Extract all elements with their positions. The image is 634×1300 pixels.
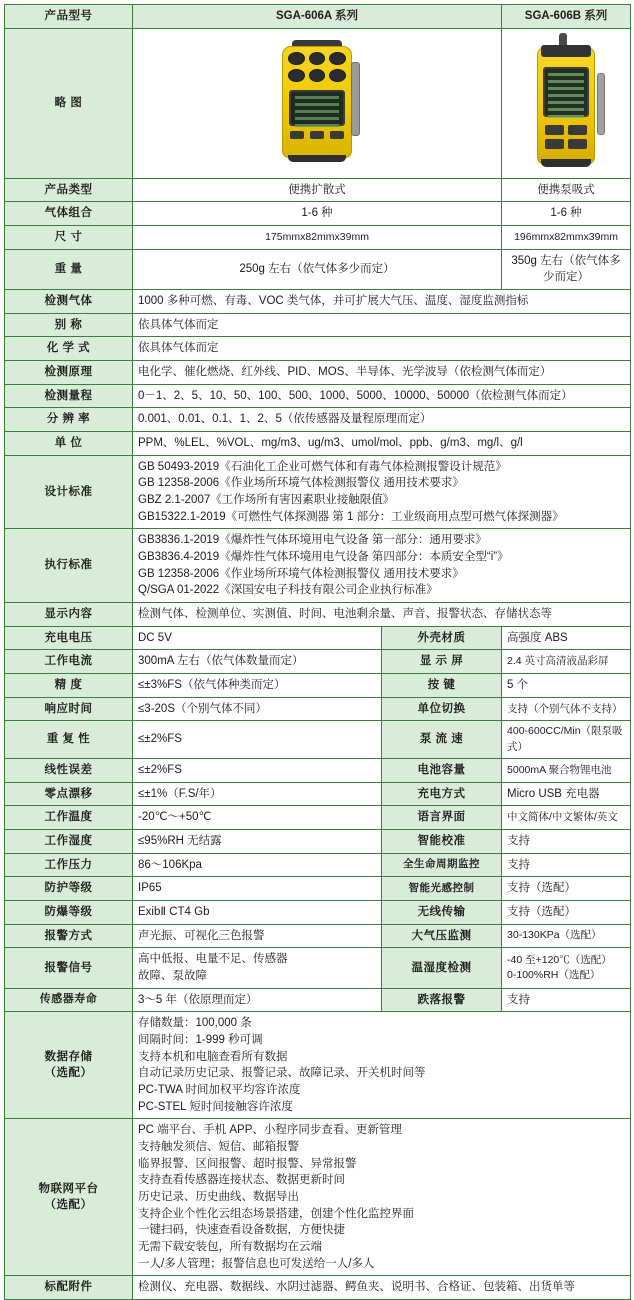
list-item: GBZ 2.1-2007《工作场所有害因素职业接触限值》 bbox=[138, 494, 395, 507]
column-header-series-b: SGA-606B 系列 bbox=[502, 5, 631, 29]
list-item: -40 至+120℃（选配） bbox=[507, 953, 612, 966]
row-value: 声光振、可视化三色报警 bbox=[133, 924, 382, 948]
row-label: 气体组合 bbox=[5, 202, 133, 226]
row-value-secondary: 支持 bbox=[502, 988, 631, 1012]
row-label: 工作湿度 bbox=[5, 829, 133, 853]
list-item: GB 12358-2006《作业场所环境气体检测报警仪 通用技术要求》 bbox=[138, 477, 464, 490]
row-label-secondary: 外壳材质 bbox=[382, 626, 502, 650]
row-label: 报警方式 bbox=[5, 924, 133, 948]
row-label-secondary: 智能光感控制 bbox=[382, 877, 502, 901]
row-label-display-content: 显示内容 bbox=[5, 603, 133, 627]
list-item: GB15322.1-2019《可燃性气体探测器 第 1 部分：工业级商用点型可燃气体探测器》 bbox=[138, 510, 564, 523]
table-row-sketch bbox=[5, 28, 631, 178]
row-value: ≤95%RH 无结露 bbox=[133, 829, 382, 853]
table-row-pair-7 bbox=[5, 806, 631, 830]
list-item: 存储数量：100,000 条 bbox=[138, 1017, 252, 1030]
row-value: 1000 多种可燃、有毒、VOC 类气体，并可扩展大气压、温度、湿度监测指标 bbox=[133, 290, 631, 314]
row-value-secondary: 支持（选配） bbox=[502, 877, 631, 901]
list-item: PC-STEL 短时间接触容许浓度 bbox=[138, 1100, 293, 1113]
alarm-signal-value bbox=[133, 948, 382, 988]
row-label-drop-alarm: 跌落报警 bbox=[382, 988, 502, 1012]
row-label-secondary: 显 示 屏 bbox=[382, 650, 502, 674]
row-label-iot-platform bbox=[5, 1119, 133, 1276]
table-row-pair-1 bbox=[5, 650, 631, 674]
row-value: ≤±2%FS bbox=[133, 758, 382, 782]
row-label-secondary: 电池容量 bbox=[382, 758, 502, 782]
row-label: 工作温度 bbox=[5, 806, 133, 830]
row-value-secondary: 支持（个别气体不支持） bbox=[502, 697, 631, 721]
row-label: 重 复 性 bbox=[5, 721, 133, 758]
list-item: PC 端平台、手机 APP、小程序同步查看、更新管理 bbox=[138, 1124, 402, 1137]
row-value: 检测气体、检测单位、实测值、时间、电池剩余量、声音、报警状态、存储状态等 bbox=[133, 603, 631, 627]
table-row-pair-11 bbox=[5, 900, 631, 924]
table-row-accessories bbox=[5, 1276, 631, 1300]
table-row-pair-10 bbox=[5, 877, 631, 901]
list-item: GB3836.1-2019《爆炸性气体环境用电气设备 第一部分：通用要求》 bbox=[138, 534, 487, 547]
table-row-detection-range bbox=[5, 384, 631, 408]
row-label-secondary: 单位切换 bbox=[382, 697, 502, 721]
row-label-data-storage bbox=[5, 1012, 133, 1119]
table-row-pair-9 bbox=[5, 853, 631, 877]
table-row-resolution bbox=[5, 408, 631, 432]
row-value: ≤±3%FS（依气体种类而定） bbox=[133, 674, 382, 698]
table-row-exec-standard bbox=[5, 529, 631, 603]
row-label: 防爆等级 bbox=[5, 900, 133, 924]
row-label-secondary: 充电方式 bbox=[382, 782, 502, 806]
device-image-a-cell bbox=[133, 28, 502, 178]
table-row-pair-0 bbox=[5, 626, 631, 650]
portable-pump-gas-detector-icon bbox=[527, 33, 605, 167]
row-label: 重 量 bbox=[5, 249, 133, 289]
table-row-product-type bbox=[5, 178, 631, 202]
row-value: ≤±1%（F.S/年） bbox=[133, 782, 382, 806]
row-label-secondary: 语言界面 bbox=[382, 806, 502, 830]
list-item: 间隔时间：1-999 秒可调 bbox=[138, 1033, 263, 1046]
row-value: DC 5V bbox=[133, 626, 382, 650]
row-value-secondary: 2.4 英寸高清液晶彩屏 bbox=[502, 650, 631, 674]
row-value: 86～106Kpa bbox=[133, 853, 382, 877]
row-value-secondary: 5 个 bbox=[502, 674, 631, 698]
column-header-series-a: SGA-606A 系列 bbox=[133, 5, 502, 29]
row-value-b: 350g 左右（依气体多少而定） bbox=[502, 249, 631, 289]
row-label: 化 学 式 bbox=[5, 337, 133, 361]
row-value-secondary: Micro USB 充电器 bbox=[502, 782, 631, 806]
list-item: PC-TWA 时间加权平均容许浓度 bbox=[138, 1083, 301, 1096]
row-value: 依具体气体而定 bbox=[133, 337, 631, 361]
row-label-sketch: 略 图 bbox=[5, 28, 133, 178]
table-row-sensor-life bbox=[5, 988, 631, 1012]
table-row-alias bbox=[5, 313, 631, 337]
design-standard-list bbox=[133, 455, 631, 529]
row-label-secondary: 无线传输 bbox=[382, 900, 502, 924]
list-item: 临界报警、区间报警、超时报警、异常报警 bbox=[138, 1157, 357, 1170]
table-row-chemical-formula bbox=[5, 337, 631, 361]
row-value-secondary: 400-600CC/Min（限泵吸式） bbox=[502, 721, 631, 758]
row-label-alarm-signal: 报警信号 bbox=[5, 948, 133, 988]
row-value: 0－1、2、5、10、50、100、500、1000、5000、10000、50000（依检测气体而定） bbox=[133, 384, 631, 408]
list-item: 一人/多人管理；报警信息也可发送给一人/多人 bbox=[138, 1257, 375, 1270]
row-label-accessories: 标配附件 bbox=[5, 1276, 133, 1300]
row-value-secondary: 30-130KPa（选配） bbox=[502, 924, 631, 948]
row-value: ≤3-20S（个别气体不同） bbox=[133, 697, 382, 721]
iot-platform-list bbox=[133, 1119, 631, 1276]
row-value-a: 175mmx82mmx39mm bbox=[133, 226, 502, 250]
portable-gas-detector-icon bbox=[274, 38, 360, 162]
row-value: -20℃～+50℃ bbox=[133, 806, 382, 830]
row-label-exec-standard: 执行标准 bbox=[5, 529, 133, 603]
row-label-temp-humidity: 温湿度检测 bbox=[382, 948, 502, 988]
row-value: ≤±2%FS bbox=[133, 721, 382, 758]
table-row-data-storage bbox=[5, 1012, 631, 1119]
table-row-unit bbox=[5, 432, 631, 456]
row-value: 电化学、催化燃烧、红外线、PID、MOS、半导体、光学波导（依检测气体而定） bbox=[133, 361, 631, 385]
row-label: 检测量程 bbox=[5, 384, 133, 408]
table-row-pair-3 bbox=[5, 697, 631, 721]
list-item: 故障、泵故障 bbox=[138, 969, 207, 982]
row-label-design-standard: 设计标准 bbox=[5, 455, 133, 529]
table-row-detected-gas bbox=[5, 290, 631, 314]
row-label-model: 产品型号 bbox=[5, 5, 133, 29]
list-item: GB 12358-2006《作业场所环境气体检测报警仪 通用技术要求》 bbox=[138, 567, 464, 580]
row-value: 3～5 年（依原理而定） bbox=[133, 988, 382, 1012]
row-value: 依具体气体而定 bbox=[133, 313, 631, 337]
list-item: Q/SGA 01-2022《深国安电子科技有限公司企业执行标准》 bbox=[138, 584, 438, 597]
table-row-gas-combination bbox=[5, 202, 631, 226]
row-label-secondary: 泵 流 速 bbox=[382, 721, 502, 758]
row-label: 工作电流 bbox=[5, 650, 133, 674]
row-label: 防护等级 bbox=[5, 877, 133, 901]
row-label: 尺 寸 bbox=[5, 226, 133, 250]
device-image-b-cell bbox=[502, 28, 631, 178]
row-value-a: 便携扩散式 bbox=[133, 178, 502, 202]
table-row-pair-8 bbox=[5, 829, 631, 853]
row-value-a: 1-6 种 bbox=[133, 202, 502, 226]
list-item: 无需下载安装包，所有数据均在云端 bbox=[138, 1241, 322, 1254]
table-row-pair-5 bbox=[5, 758, 631, 782]
row-value-a: 250g 左右（依气体多少而定） bbox=[133, 249, 502, 289]
row-label: 线性误差 bbox=[5, 758, 133, 782]
row-value-secondary: 中文简体/中文繁体/英文 bbox=[502, 806, 631, 830]
list-item: 支持触发须信、短信、邮箱报警 bbox=[138, 1141, 299, 1153]
list-item: 一键扫码，快速查看设备数据，方便快捷 bbox=[138, 1224, 345, 1237]
label-line-2: （选配） bbox=[44, 1067, 93, 1080]
table-row-detection-principle bbox=[5, 361, 631, 385]
row-value-b: 便携泵吸式 bbox=[502, 178, 631, 202]
list-item: GB3836.4-2019《爆炸性气体环境用电气设备 第四部分：本质安全型“i”》 bbox=[138, 551, 509, 564]
row-value: PPM、%LEL、%VOL、mg/m3、ug/m3、umol/mol、ppb、g/m3、mg/l、g/l bbox=[133, 432, 631, 456]
exec-standard-list bbox=[133, 529, 631, 603]
row-value-b: 1-6 种 bbox=[502, 202, 631, 226]
row-label-secondary: 按 键 bbox=[382, 674, 502, 698]
row-value-secondary: 支持 bbox=[502, 853, 631, 877]
row-label-secondary: 大气压监测 bbox=[382, 924, 502, 948]
row-value-b: 196mmx82mmx39mm bbox=[502, 226, 631, 250]
row-value-secondary: 5000mA 聚合物锂电池 bbox=[502, 758, 631, 782]
row-value: 300mA 左右（依气体数量而定） bbox=[133, 650, 382, 674]
row-label-sensor-life: 传感器寿命 bbox=[5, 988, 133, 1012]
table-row-weight bbox=[5, 249, 631, 289]
row-label: 工作压力 bbox=[5, 853, 133, 877]
data-storage-list bbox=[133, 1012, 631, 1119]
label-line-1: 物联网平台 bbox=[38, 1182, 99, 1195]
list-item: 0-100%RH（选配） bbox=[507, 968, 601, 981]
table-row-pair-12 bbox=[5, 924, 631, 948]
row-label: 充电电压 bbox=[5, 626, 133, 650]
list-item: 高中低报、电量不足、传感器 bbox=[138, 953, 288, 966]
row-label-secondary: 智能校准 bbox=[382, 829, 502, 853]
product-specification-table bbox=[4, 4, 631, 1300]
label-line-1: 数据存储 bbox=[44, 1050, 93, 1063]
list-item: 支持本机和电脑查看所有数据 bbox=[138, 1050, 288, 1063]
row-label: 零点漂移 bbox=[5, 782, 133, 806]
table-row-display-content bbox=[5, 603, 631, 627]
list-item: 支持查看传感器连接状态、数据更新时间 bbox=[138, 1174, 345, 1187]
table-row-design-standard bbox=[5, 455, 631, 529]
row-label: 检测原理 bbox=[5, 361, 133, 385]
table-row-alarm-signal bbox=[5, 948, 631, 988]
row-value: IP65 bbox=[133, 877, 382, 901]
table-row-pair-2 bbox=[5, 674, 631, 698]
row-value-secondary: 高强度 ABS bbox=[502, 626, 631, 650]
table-row-model bbox=[5, 5, 631, 29]
row-value: 0.001、0.01、0.1、1、2、5（依传感器及量程原理而定） bbox=[133, 408, 631, 432]
row-label: 单 位 bbox=[5, 432, 133, 456]
row-label: 检测气体 bbox=[5, 290, 133, 314]
row-label: 产品类型 bbox=[5, 178, 133, 202]
row-label: 分 辨 率 bbox=[5, 408, 133, 432]
table-row-pair-6 bbox=[5, 782, 631, 806]
row-label-secondary: 全生命周期监控 bbox=[382, 853, 502, 877]
row-value-secondary: 支持 bbox=[502, 829, 631, 853]
list-item: 自动记录历史记录、报警记录、故障记录、开关机时间等 bbox=[138, 1067, 426, 1080]
row-value-secondary: 支持（选配） bbox=[502, 900, 631, 924]
table-row-dimension bbox=[5, 226, 631, 250]
list-item: GB 50493-2019《石油化工企业可燃气体和有毒气体检测报警设计规范》 bbox=[138, 460, 507, 473]
row-value: ExibⅡ CT4 Gb bbox=[133, 900, 382, 924]
temp-humidity-value bbox=[502, 948, 631, 988]
table-row-pair-4 bbox=[5, 721, 631, 758]
list-item: 支持企业个性化云组态场景搭建，创建个性化监控界面 bbox=[138, 1207, 414, 1220]
table-row-iot-platform bbox=[5, 1119, 631, 1276]
list-item: 历史记录、历史曲线、数据导出 bbox=[138, 1191, 299, 1204]
row-label: 响应时间 bbox=[5, 697, 133, 721]
row-label: 精 度 bbox=[5, 674, 133, 698]
label-line-2: （选配） bbox=[44, 1199, 93, 1212]
row-label: 别 称 bbox=[5, 313, 133, 337]
row-value: 检测仪、充电器、数据线、水阴过滤器、鳄鱼夹、说明书、合格证、包装箱、出货单等 bbox=[133, 1276, 631, 1300]
